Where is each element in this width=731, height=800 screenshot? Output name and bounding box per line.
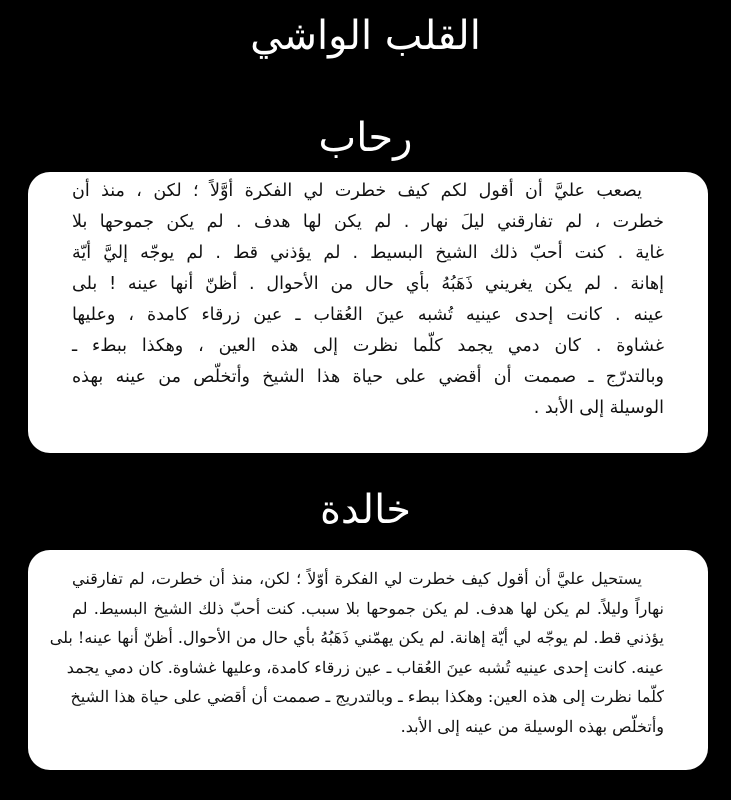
text-line: عينه. كانت إحدى عينيه تُشبه عينَ العُقاب ـ عين زرقاء كامدة، وعليها غشاوة. كان دمي يجمد <box>66 657 664 677</box>
translation-box-khaleda <box>28 550 708 770</box>
text-line: عينه . كانت إحدى عينيه تُشبه عينَ العُقاب ـ عين زرقاء كامدة ، وعليها <box>72 305 664 325</box>
text-line: إهانة . لم يكن يغريني ذَهَبُهُ بأي حال من الأحوال . أظنّ أنها عينه ! بلى <box>72 274 664 294</box>
text-line: نهاراً وليلاً. لم يكن لها هدف. لم يكن جموحها بلا سبب. كنت أحبّ ذلك الشيخ البسيط. لم <box>72 598 664 618</box>
text-line: غاية . كنت أحبّ ذلك الشيخ البسيط . لم يؤذني قط . لم يوجّه إليَّ أيّة <box>72 243 664 263</box>
text-line: يؤذني قط. لم يوجّه لي أيّة إهانة. لم يكن يهمّني ذَهَبُهُ بأي حال من الأحوال. أظنّ أنها عينه! بلى <box>49 628 664 647</box>
text-line: الوسيلة إلى الأبد . <box>533 398 664 418</box>
text-line: يصعب عليَّ أن أقول لكم كيف خطرت لي الفكرة أوَّلاً ؛ لكن ، منذ أن <box>72 181 642 201</box>
text-line: يستحيل عليَّ أن أقول كيف خطرت لي الفكرة أوّلاً ؛ لكن، منذ أن خطرت، لم تفارقني <box>72 569 643 588</box>
text-line: خطرت ، لم تفارقني ليلَ نهار . لم يكن لها هدف . لم يكن جموحها بلا <box>72 212 664 232</box>
page-title: القلب الواشي <box>250 13 481 59</box>
text-line: كلّما نظرت إلى هذه العين: وهكذا ببطء ـ وبالتدريج ـ صممت أن أقضي على حياة هذا الشيخ <box>70 687 664 706</box>
section-heading-khaleda: خالدة <box>319 487 412 533</box>
text-line: وأتخلّص بهذه الوسيلة من عينه إلى الأبد. <box>400 716 664 736</box>
section-heading-rehab: رحاب <box>318 115 413 161</box>
text-line: غشاوة . كان دمي يجمد كلّما نظرت إلى هذه العين ، وهكذا ببطء ـ <box>72 336 664 356</box>
text-line: وبالتدرّج ـ صممت أن أقضي على حياة هذا الشيخ وأتخلّص من عينه بهذه <box>72 367 664 387</box>
translation-box-rehab <box>28 172 708 453</box>
